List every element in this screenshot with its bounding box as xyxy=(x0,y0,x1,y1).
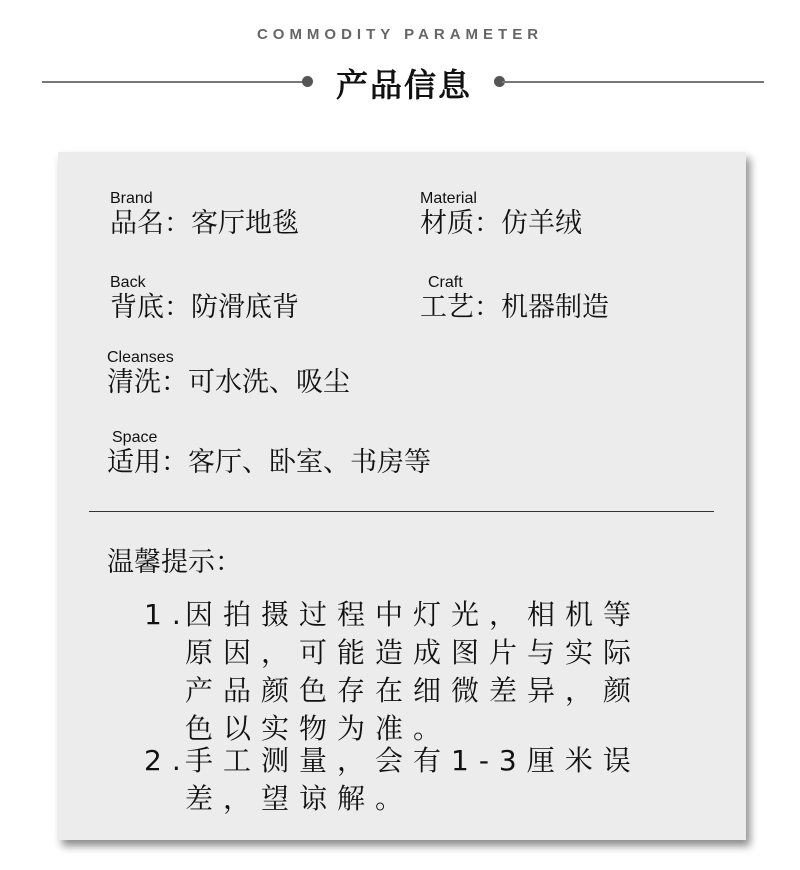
section-divider xyxy=(89,511,714,512)
title-rule-left xyxy=(42,81,304,83)
param-craft-cn: 工艺：机器制造 xyxy=(420,292,609,323)
param-material xyxy=(420,190,582,240)
param-back-cn: 背底：防滑底背 xyxy=(110,292,299,323)
param-brand xyxy=(110,190,299,240)
param-space xyxy=(107,429,431,479)
page-title: 产品信息 xyxy=(335,66,472,104)
tip-number: 2. xyxy=(144,744,191,777)
param-craft xyxy=(420,274,609,324)
tip-text: 手工测量，会有1-3厘米误差，望谅解。 xyxy=(185,744,641,815)
tip-number: 1. xyxy=(144,598,191,631)
title-row xyxy=(42,60,764,104)
section-eyebrow: COMMODITY PARAMETER xyxy=(256,26,544,43)
title-dot-left xyxy=(302,76,313,87)
param-craft-en: Craft xyxy=(428,274,463,291)
param-cleanses-cn: 清洗：可水洗、吸尘 xyxy=(107,367,350,398)
param-brand-en: Brand xyxy=(110,190,153,207)
param-cleanses-en: Cleanses xyxy=(107,349,174,366)
param-space-en: Space xyxy=(112,429,158,446)
parameter-card xyxy=(58,152,746,840)
title-rule-right xyxy=(502,81,764,83)
param-cleanses xyxy=(107,349,350,399)
tips-title: 温馨提示： xyxy=(107,547,242,578)
param-brand-cn: 品名：客厅地毯 xyxy=(110,208,299,239)
param-material-cn: 材质：仿羊绒 xyxy=(420,208,582,239)
param-space-cn: 适用：客厅、卧室、书房等 xyxy=(107,447,431,478)
param-back xyxy=(110,274,299,324)
param-material-en: Material xyxy=(420,190,477,207)
param-back-en: Back xyxy=(110,274,146,291)
tip-text: 因拍摄过程中灯光，相机等原因，可能造成图片与实际产品颜色存在细微差异，颜色以实物为准。 xyxy=(185,598,642,745)
